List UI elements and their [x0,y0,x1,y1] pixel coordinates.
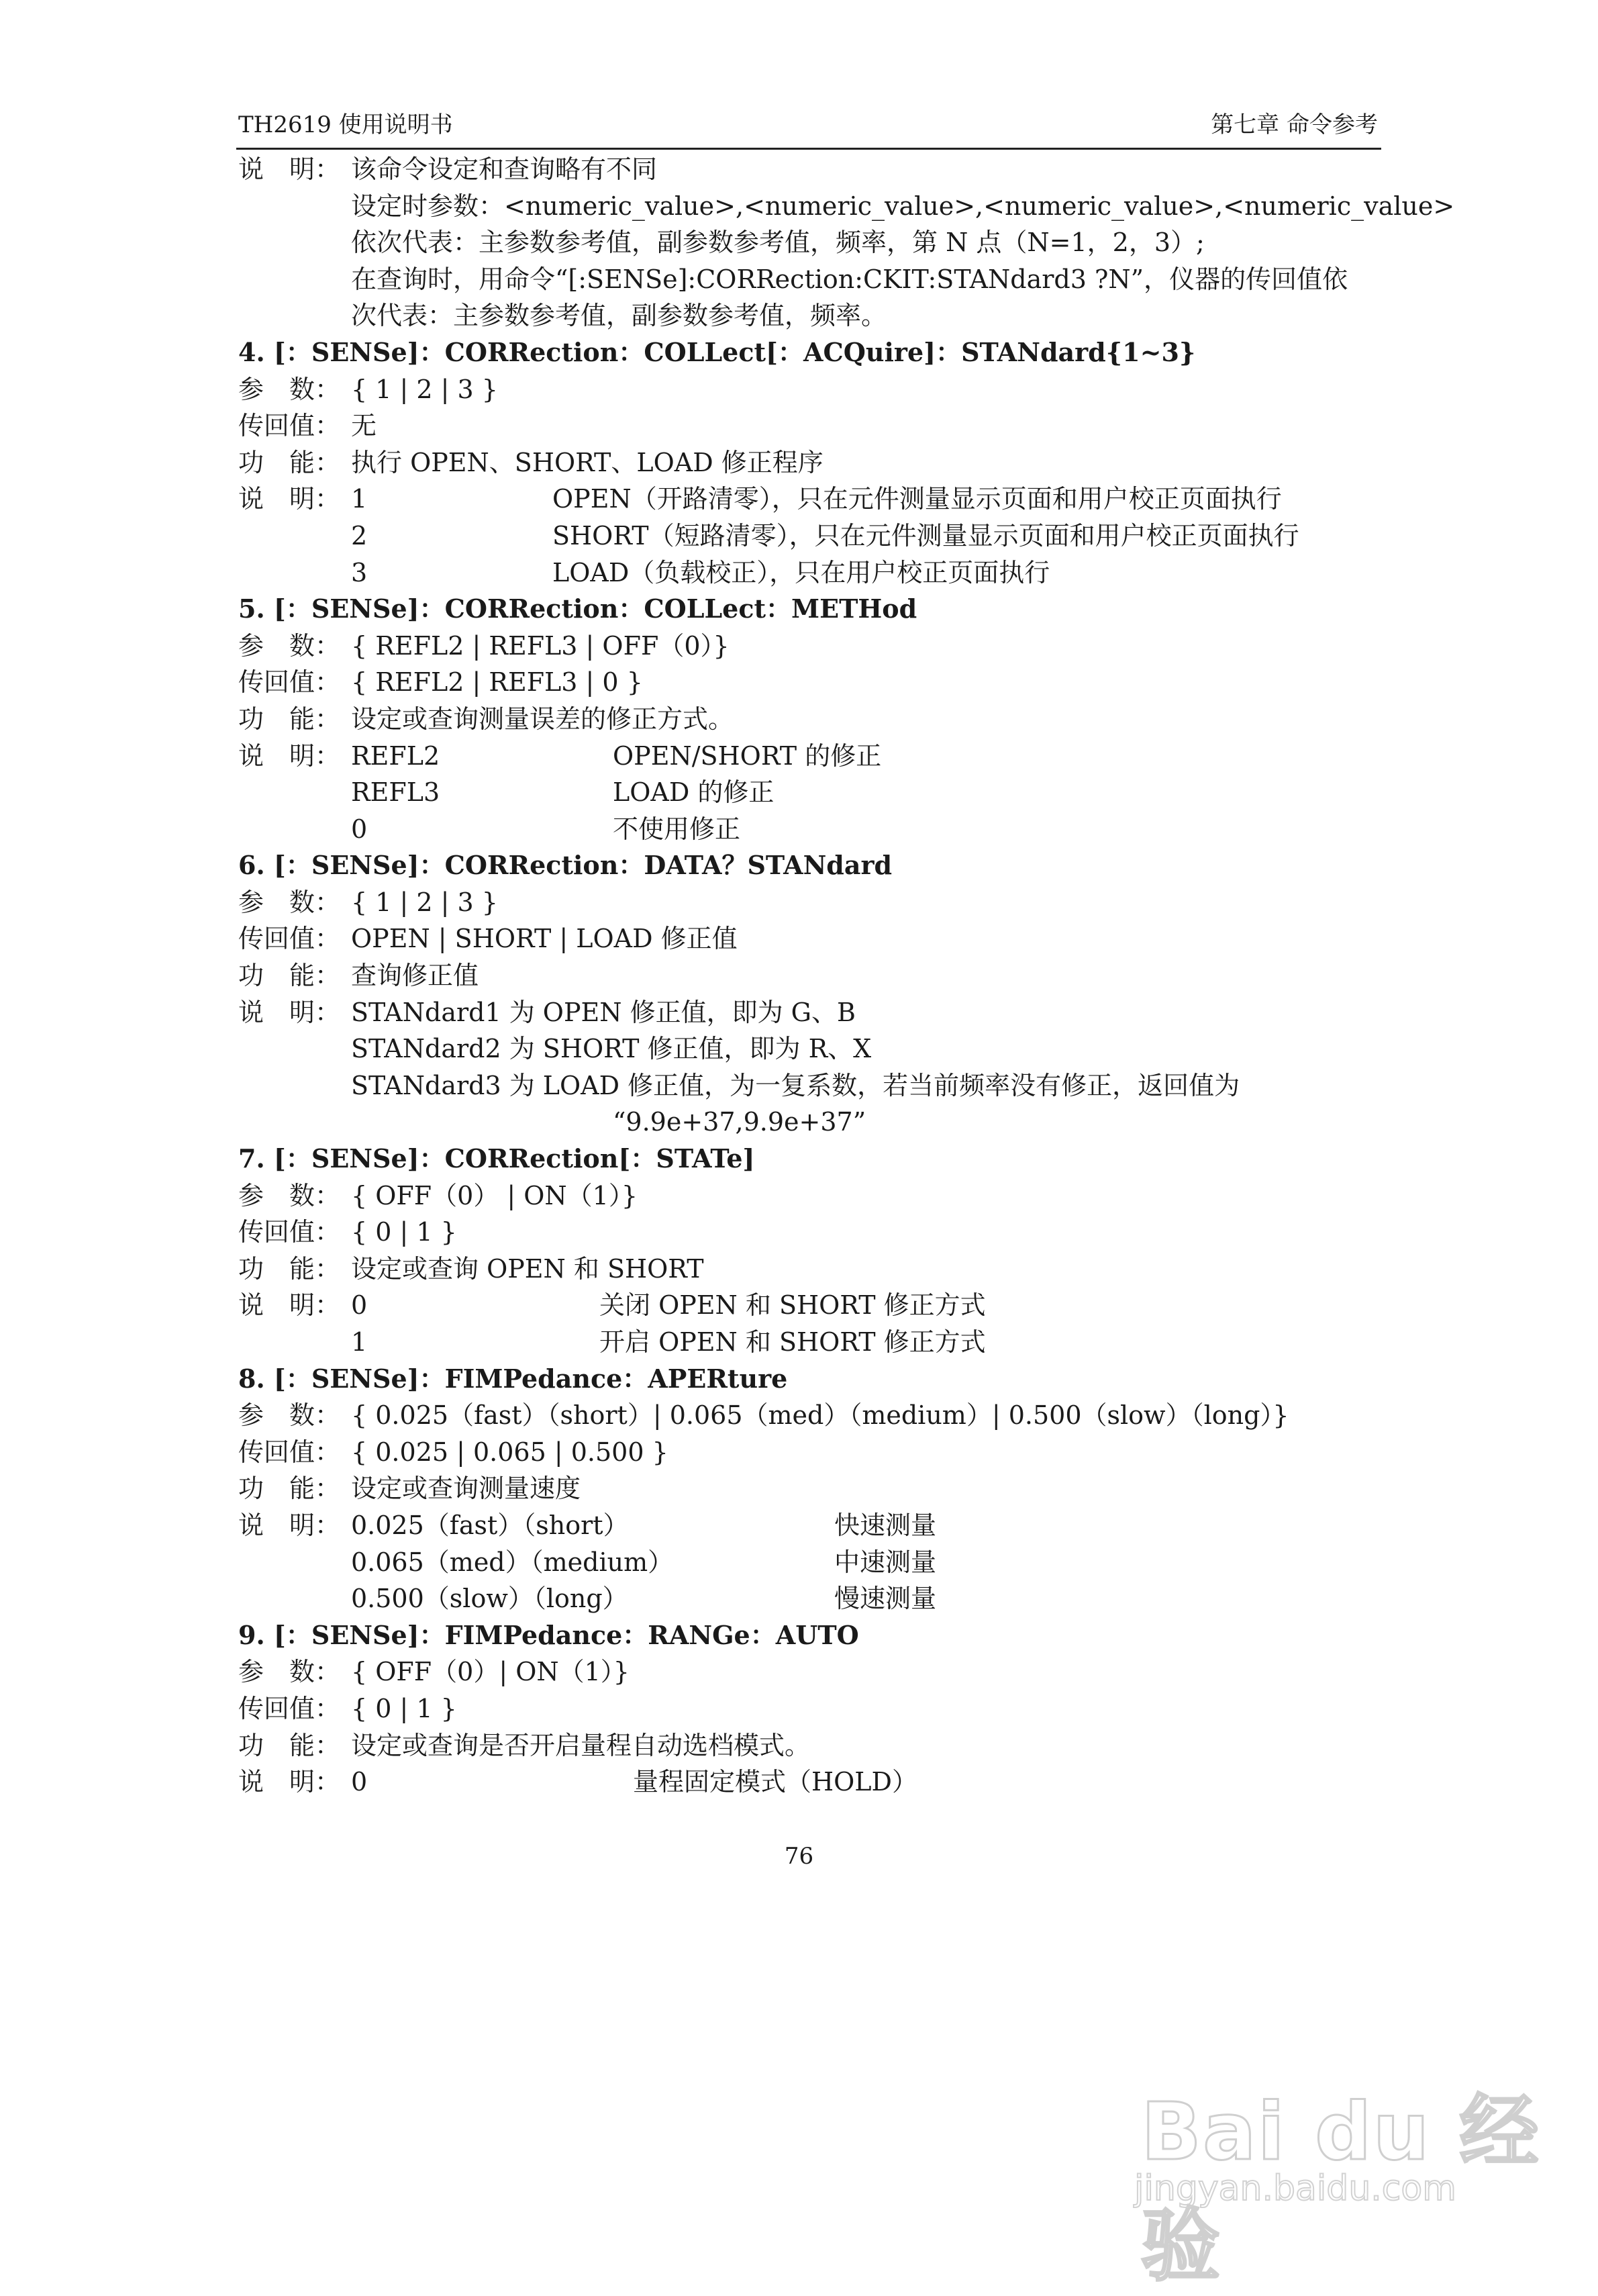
field-label: 说 明： [238,997,341,1027]
field-label: 功 能： [238,1730,341,1760]
text-line [238,1690,1383,1727]
text-line [238,1654,1383,1690]
line-description: “9.9e+37,9.9e+37” [613,1107,866,1137]
line-text: { 0 | 1 } [351,1693,457,1723]
line-text: 0 [351,1767,368,1797]
line-text: { 0.025 | 0.065 | 0.500 } [351,1437,668,1467]
text-line [238,408,1383,444]
text-line [238,444,1383,481]
line-description: 量程固定模式（HOLD） [633,1767,917,1797]
header-left: TH2619 使用说明书 [238,111,453,138]
text-line [238,774,1383,811]
line-text: { 1 | 2 | 3 } [351,887,498,917]
field-label: 参 数： [238,630,341,661]
line-description: 不使用修正 [613,814,741,844]
line-text: 无 [351,411,377,441]
field-label: 功 能： [238,961,341,991]
section-heading [238,847,1383,884]
field-label: 参 数： [238,1657,341,1687]
field-label: 功 能： [238,1474,341,1504]
text-line [238,920,1383,957]
line-text: 次代表：主参数参考值，副参数参考值，频率。 [351,301,887,331]
field-label: 说 明： [238,1767,341,1797]
field-label: 传回值： [238,1437,341,1467]
section-heading [238,1617,1383,1654]
field-label: 参 数： [238,887,341,917]
line-text: 0.025（fast）（short） [351,1510,629,1540]
text-line [238,261,1383,298]
text-line [238,151,1383,188]
watermark-logo: Bai du 经验 [1141,2085,1540,2292]
text-line [238,884,1383,921]
line-text: { OFF（0） | ON（1）} [351,1180,638,1210]
line-text: 设定或查询 OPEN 和 SHORT [351,1253,704,1284]
field-label: 参 数： [238,1180,341,1210]
line-text: STANdard2 为 SHORT 修正值，即为 R、X [351,1034,872,1064]
page-number: 76 [784,1843,814,1870]
text-line [238,1178,1383,1214]
text-line [238,224,1383,261]
field-label: 说 明： [238,484,341,514]
line-text: 0 [351,814,368,844]
line-text: 设定或查询测量速度 [351,1474,581,1504]
field-label: 说 明： [238,1290,341,1321]
line-text: 该命令设定和查询略有不同 [351,154,658,184]
text-line [238,628,1383,665]
line-description: 开启 OPEN 和 SHORT 修正方式 [599,1327,986,1357]
text-line [238,1470,1383,1507]
text-line [238,701,1383,738]
text-line [238,1580,1383,1617]
text-line [238,1067,1383,1104]
field-label: 说 明： [238,740,341,771]
field-label: 功 能： [238,704,341,734]
line-text: STANdard3 为 LOAD 修正值，为一复系数，若当前频率没有修正，返回值为 [351,1070,1240,1100]
section-heading [238,591,1383,628]
text-line [238,957,1383,994]
line-description: 关闭 OPEN 和 SHORT 修正方式 [599,1290,986,1321]
heading-text: 4. [：SENSe]：CORRection：COLLect[：ACQuire]：STANdard{1~3} [238,336,1196,367]
line-text: 0.500（slow）（long） [351,1584,628,1614]
text-line [238,1104,1383,1141]
field-label: 传回值： [238,1693,341,1723]
line-text: 设定或查询是否开启量程自动选档模式。 [351,1730,811,1760]
watermark-url: jingyan.baidu.com [1134,2168,1456,2209]
line-text: 查询修正值 [351,961,479,991]
line-text: { 0.025（fast）（short）| 0.065（med）（medium）| 0.500（slow）（long）} [351,1400,1289,1431]
line-text: 在查询时，用命令“[:SENSe]:CORRection:CKIT:STANdard3 ?N”，仪器的传回值依 [351,264,1348,294]
line-description: 慢速测量 [834,1584,937,1614]
text-line [238,1544,1383,1581]
line-description: OPEN/SHORT 的修正 [613,740,882,771]
text-line [238,1324,1383,1361]
line-text: 1 [351,1327,368,1357]
field-label: 参 数： [238,374,341,404]
text-line [238,297,1383,334]
field-label: 说 明： [238,1510,341,1540]
text-line [238,555,1383,591]
line-text: 依次代表：主参数参考值，副参数参考值，频率，第 N 点（N=1，2，3）; [351,228,1205,258]
text-line [238,811,1383,848]
text-line [238,1214,1383,1251]
field-label: 传回值： [238,1217,341,1247]
text-line [238,664,1383,701]
text-line [238,1287,1383,1324]
line-description: LOAD（负载校正），只在用户校正页面执行 [552,557,1050,587]
text-line [238,1434,1383,1471]
line-description: 中速测量 [834,1547,937,1577]
baidu-watermark [1114,2068,1544,2292]
text-line [238,518,1383,555]
line-description: OPEN（开路清零），只在元件测量显示页面和用户校正页面执行 [552,484,1282,514]
line-text: 0 [351,1290,368,1321]
field-label: 传回值： [238,667,341,698]
line-text: { OFF（0）| ON（1）} [351,1657,630,1687]
field-label: 说 明： [238,154,341,184]
line-text: REFL2 [351,740,440,771]
field-label: 功 能： [238,447,341,477]
heading-text: 9. [：SENSe]：FIMPedance：RANGe：AUTO [238,1619,859,1650]
line-text: STANdard1 为 OPEN 修正值，即为 G、B [351,997,856,1027]
line-description: LOAD 的修正 [613,777,775,808]
line-description: 快速测量 [834,1510,937,1540]
line-text: REFL3 [351,777,440,808]
line-text: 0.065（med）（medium） [351,1547,674,1577]
line-text: 设定时参数：<numeric_value>,<numeric_value>,<numeric_value>,<numeric_value> [351,191,1455,221]
line-text: { 0 | 1 } [351,1217,457,1247]
text-line [238,1251,1383,1288]
document-body [238,151,1455,1801]
line-description: SHORT（短路清零），只在元件测量显示页面和用户校正页面执行 [552,520,1299,551]
section-heading [238,1361,1383,1398]
text-line [238,1397,1383,1434]
field-label: 参 数： [238,1400,341,1431]
field-label: 功 能： [238,1253,341,1284]
heading-text: 8. [：SENSe]：FIMPedance：APERture [238,1363,788,1394]
line-text: { REFL2 | REFL3 | 0 } [351,667,643,698]
line-text: 2 [351,520,368,551]
text-line [238,188,1455,225]
text-line [238,994,1383,1031]
header-right: 第七章 命令参考 [1211,111,1378,138]
line-text: 1 [351,484,368,514]
heading-text: 7. [：SENSe]：CORRection[：STATe] [238,1143,755,1174]
text-line [238,371,1383,408]
field-label: 传回值： [238,924,341,954]
text-line [238,481,1383,518]
text-line [238,1507,1383,1544]
line-text: { REFL2 | REFL3 | OFF（0）} [351,630,730,661]
heading-text: 6. [：SENSe]：CORRection：DATA？STANdard [238,850,893,881]
line-text: 3 [351,557,368,587]
text-line [238,738,1383,775]
heading-text: 5. [：SENSe]：CORRection：COLLect：METHod [238,593,917,624]
line-text: OPEN | SHORT | LOAD 修正值 [351,924,738,954]
line-text: 执行 OPEN、SHORT、LOAD 修正程序 [351,447,823,477]
line-text: { 1 | 2 | 3 } [351,374,498,404]
line-text: 设定或查询测量误差的修正方式。 [351,704,734,734]
section-heading [238,334,1383,371]
section-heading [238,1141,1383,1178]
field-label: 传回值： [238,411,341,441]
text-line [238,1727,1383,1764]
header-rule [236,148,1381,150]
text-line [238,1031,1383,1067]
text-line [238,1764,1383,1801]
